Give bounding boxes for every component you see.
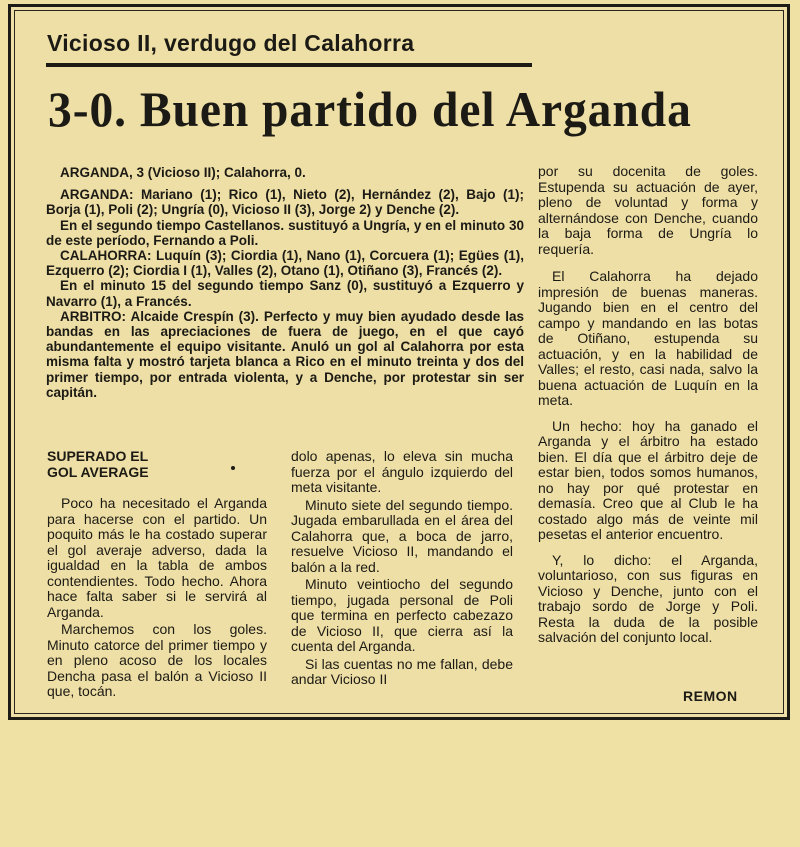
- bullet-dot: [231, 466, 235, 470]
- match-summary: [46, 165, 524, 400]
- column-right: [538, 164, 758, 648]
- referee-paragraph: ARBITRO: Alcaide Crespín (3). Perfecto y muy bien ayudado desde las bandas en las apreciaciones de fuera de juego, en el que cayó abundantemente el equipo visitante. Anuló un gol al Calahorra por esta misma falta y mostró tarjeta blanca a Rico en el minuto treinta y dos del primer tiempo, por entrada violenta, y a Denche, por protestar sin ser capitán.: [46, 308, 524, 400]
- result-line: ARGANDA, 3 (Vicioso II); Calahorra, 0.: [60, 165, 306, 180]
- kicker-title: Vicioso II, verdugo del Calahorra: [47, 30, 415, 56]
- column-middle: [291, 449, 513, 690]
- subheading-line-2: GOL AVERAGE: [47, 463, 149, 480]
- calahorra-lineup: CALAHORRA: Luquín (3); Ciordia (1), Nano (1), Corcuera (1); Egües (1), Ezquerro (2); Ciordia I (1), Valles (2), Otano (1), Otiñano (3), Francés (2).: [46, 248, 524, 279]
- paragraph: Minuto veintiocho del segundo tiempo, jugada personal de Poli que termina en perfecto cabezazo de Vicioso II, que cierra así la cuenta del Arganda.: [291, 576, 513, 654]
- paragraph: Marchemos con los goles. Minuto catorce del primer tiempo y en pleno acoso de los locales Dencha pasa el balón a Vicioso II que, tocán.: [47, 621, 267, 699]
- subheading: [47, 449, 267, 480]
- paragraph: dolo apenas, lo eleva sin mucha fuerza por el ángulo izquierdo del meta visitante.: [291, 448, 513, 495]
- paragraph: Poco ha necesitado el Arganda para hacerse con el partido. Un poquito más le ha costado superar el gol averaje adverso, dada la igualdad en la tabla de ambos contendientes. Todo hecho. Ahora hace falta saber si le servirá al Arganda.: [47, 495, 267, 620]
- subheading-line-1: SUPERADO EL: [47, 448, 149, 464]
- paragraph: Y, lo dicho: el Arganda, voluntarioso, con sus figuras en Vicioso y Denche, junto con el trabajo sordo de Jorge y Poli. Resta la duda de la posible salvación del conjunto local.: [538, 551, 758, 645]
- author-signature: REMON: [683, 688, 738, 704]
- column-left: [47, 449, 267, 702]
- paragraph: Si las cuentas no me fallan, debe andar Vicioso II: [291, 655, 513, 687]
- arganda-lineup: ARGANDA: Mariano (1); Rico (1), Nieto (2), Hernández (2), Bajo (1); Borja (1), Poli (2); Ungría (0), Vicioso II (3), Jorge 2) y Denche (2).: [46, 187, 524, 218]
- arganda-substitutions: En el segundo tiempo Castellanos. sustituyó a Ungría, y en el minuto 30 de este período, Fernando a Poli.: [46, 217, 524, 248]
- calahorra-substitutions: En el minuto 15 del segundo tiempo Sanz (0), sustituyó a Ezquerro y Navarro (1), a Francés.: [46, 278, 524, 309]
- paragraph: El Calahorra ha dejado impresión de buenas maneras. Jugando bien en el centro del campo y mandando en las botas de Otiñano, estupenda su actuación, y en la habilidad de Valles; el resto, casi nada, salvo la buena actuación de Luquín en la meta.: [538, 268, 758, 408]
- headline: 3-0. Buen partido del Arganda: [48, 81, 692, 137]
- paragraph: Minuto siete del segundo tiempo. Jugada embarullada en el área del Calahorra que, a boca de jarro, resuelve Vicioso II, mandando el balón a la red.: [291, 496, 513, 575]
- paragraph: por su docenita de goles. Estupenda su actuación de ayer, pleno de voluntad y forma y alternándose con Denche, cuando la baja forma de Ungría lo requería.: [538, 163, 758, 257]
- kicker-underline: [46, 63, 532, 67]
- paragraph: Un hecho: hoy ha ganado el Arganda y el árbitro ha estado bien. El día que el árbitro deje de estar bien, todos somos humanos, no hay por qué protestar en demasía. Creo que al Club le ha costado algo más de veinte mil pesetas el anterior encuentro.: [538, 417, 758, 542]
